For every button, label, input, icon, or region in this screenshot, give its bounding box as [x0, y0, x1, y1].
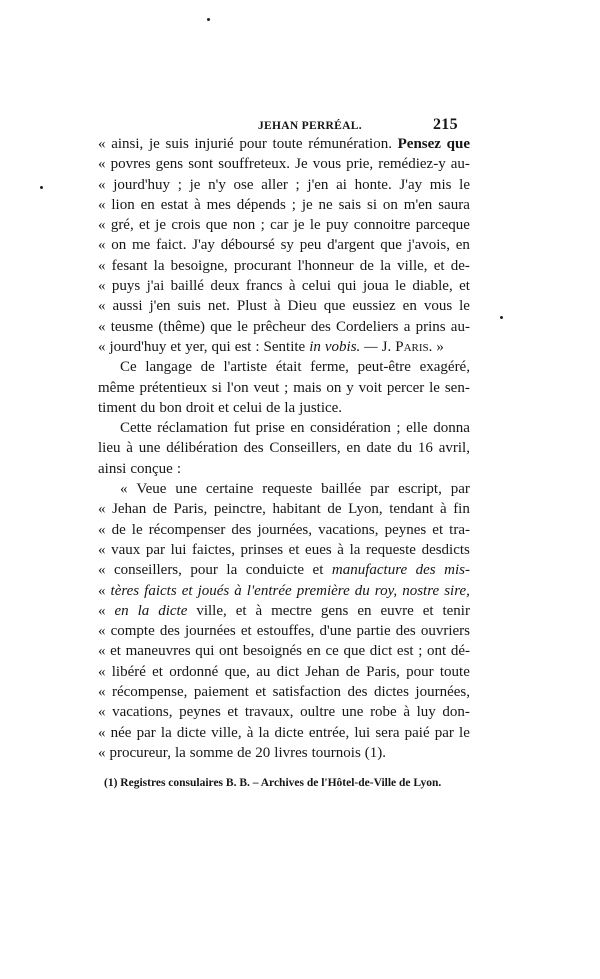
- text-line: Ce langage de l'artiste était ferme, peut-être exagéré,: [120, 359, 470, 376]
- text-line: « povres gens sont souffreteux. Je vous prie, remédiez-y au-: [98, 156, 470, 173]
- text-line: « jourd'huy et yer, qui est : Sentite in vobis. — J. Paris. »: [98, 338, 444, 355]
- text-line: « procureur, la somme de 20 livres tournois (1).: [98, 744, 387, 761]
- running-title: JEHAN PERRÉAL.: [258, 120, 362, 132]
- text-line: « jourd'huy ; je n'y ose aller ; j'en ai honte. J'ay mis le: [98, 176, 470, 193]
- text-line: « née par la dicte ville, à la dicte entrée, lui sera paié par le: [98, 724, 470, 741]
- text-line: « compte des journées et estouffes, d'une partie des ouvriers: [98, 623, 470, 640]
- text-line: « puys j'ai baillé deux francs à celui qui joua le diable, et: [98, 278, 470, 295]
- page-number: 215: [433, 116, 458, 133]
- text-line: Cette réclamation fut prise en considération ; elle donna: [120, 420, 470, 437]
- text-line: lieu à une délibération des Conseillers, en date du 16 avril,: [98, 440, 470, 457]
- text-line: ainsi conçue :: [98, 460, 181, 477]
- footnote: (1) Registres consulaires B. B. – Archives de l'Hôtel-de-Ville de Lyon.: [104, 777, 442, 789]
- text-line: « lion en estat à mes dépends ; je ne sais si on m'en saura: [98, 196, 470, 213]
- text-line: même prétentieux si l'on veut ; mais on y voit percer le sen-: [98, 379, 470, 396]
- text-line: « tères faicts et joués à l'entrée première du roy, nostre sire,: [98, 582, 470, 599]
- running-head: [0, 116, 600, 136]
- text-line: « en la dicte ville, et à mectre gens en euvre et tenir: [98, 602, 470, 619]
- paper-speck: [40, 186, 43, 189]
- text-line: « conseillers, pour la conduicte et manufacture des mis-: [98, 562, 470, 579]
- text-line: « fesant la besoigne, procurant l'honneur de la ville, et de-: [98, 257, 470, 274]
- text-line: « ainsi, je suis injurié pour toute rémunération. Pensez que: [98, 136, 470, 152]
- text-line: « de le récompenser des journées, vacations, peynes et tra-: [98, 521, 470, 538]
- text-line: « vaux par lui faictes, prinses et eues à la requeste desdicts: [98, 541, 470, 558]
- text-line: timent du bon droit et celui de la justice.: [98, 399, 343, 416]
- body-text: [98, 134, 470, 763]
- paper-speck: [207, 18, 210, 21]
- text-line: « on me faict. J'ay déboursé sy peu d'argent que j'avois, en: [98, 237, 470, 254]
- text-line: « et maneuvres qui ont besoignés en ce que dict est ; ont dé-: [98, 643, 470, 660]
- text-line: « gré, et je crois que non ; car je le puy connoitre parceque: [98, 217, 470, 234]
- text-line: « aussi j'en suis net. Plust à Dieu que eussiez en vous le: [98, 298, 470, 315]
- text-line: « Jehan de Paris, peinctre, habitant de Lyon, tendant à fin: [98, 501, 470, 518]
- text-line: « libéré et ordonné que, au dict Jehan de Paris, pour toute: [98, 663, 470, 680]
- text-line: « récompense, paiement et satisfaction des dictes journées,: [98, 684, 470, 701]
- text-line: « vacations, peynes et travaux, oultre une robe à luy don-: [98, 704, 470, 721]
- paper-speck: [500, 316, 503, 319]
- text-line: « teusme (thême) que le prêcheur des Cordeliers a prins au-: [98, 318, 470, 335]
- text-line: « Veue une certaine requeste baillée par escript, par: [120, 481, 470, 498]
